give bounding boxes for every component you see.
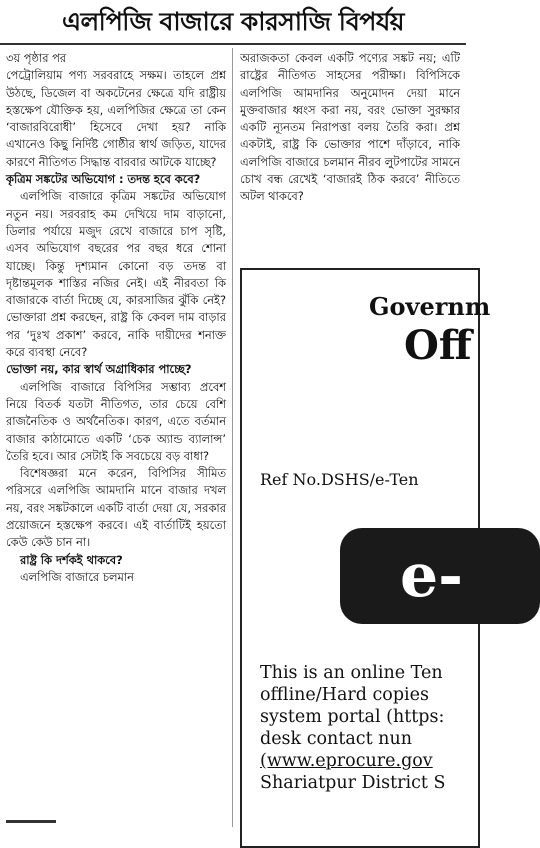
ad-line: system portal (https: [260, 707, 445, 727]
right-column [240, 50, 460, 260]
subheading: ভোক্তা নয়, কার স্বার্থ অগ্রাধিকার পাচ্ছে? [6, 362, 192, 377]
paragraph: এলপিজি বাজারে বিপিসির সম্ভাব্য প্রবেশ নিয়ে বিতর্ক যতটা নীতিগত, তার চেয়ে বেশি রাজনৈতিক ও অর্থনৈতিক। কারণ, এতে বর্তমান বাজার কাঠামোতে একটি ‘চেক অ্যান্ড ব্যালান্স’ তৈরি হবে। আর সেটাই কি সবচেয়ে বড় বাধা? [6, 379, 226, 463]
ad-body-text [260, 662, 520, 794]
headline: এলপিজি বাজারে কারসাজি বিপর্যয় [62, 7, 404, 36]
ad-reference-number: Ref No.DSHS/e-Ten [260, 470, 419, 489]
ad-office-heading: Off [404, 322, 472, 369]
footer-rule [6, 820, 56, 823]
tender-advertisement [240, 268, 491, 848]
ad-e-tender-label: e- [400, 541, 464, 611]
ad-line: Shariatpur District S [260, 773, 446, 793]
ad-line: This is an online Ten [260, 663, 443, 683]
ad-website-link[interactable]: (www.eprocure.gov [260, 751, 433, 771]
ad-line: desk contact nun [260, 729, 412, 749]
column-divider [232, 48, 233, 827]
paragraph: পেট্রোলিয়াম পণ্য সরবরাহে সক্ষম। তাহলে প্রশ্ন উঠছে, ডিজেল বা অকটেনের ক্ষেত্রে যদি রাষ্ট্রীয় হস্তক্ষেপ যৌক্তিক হয়, এলপিজির ক্ষেত্রে তা কেন ‘বাজারবিরোধী’ হিসেবে দেখা হয়? নাকি এখানেও কিছু নির্দিষ্ট গোষ্ঠীর স্বার্থ জড়িত, যাদের কারণে নীতিগত সিদ্ধান্ত বারবার আটকে যাচ্ছে? [6, 68, 226, 169]
ad-government-heading: Governm [369, 292, 491, 321]
subheading: রাষ্ট্র কি দর্শকই থাকবে? [20, 552, 123, 567]
continued-note: ৩য় পৃষ্ঠার পর [6, 51, 67, 65]
headline-rule [0, 43, 466, 45]
paragraph: এলপিজি বাজারে চলমান [20, 569, 134, 584]
left-column [6, 50, 226, 827]
paragraph: এলপিজি বাজারে কৃত্রিম সঙ্কটের অভিযোগ নতুন নয়। সরবরাহ কম দেখিয়ে দাম বাড়ানো, ডিলার পর্যায়ে মজুদ রেখে বাজারে চাপ সৃষ্টি, এসব অভিযোগ বছরের পর বছর ধরে শোনা যাচ্ছে। কিন্তু দৃশ্যমান কোনো বড় তদন্ত বা দৃষ্টান্তমূলক শাস্তির নজির নেই। এই নীরবতা কি বাজারকে বার্তা দিচ্ছে যে, কারসাজির ঝুঁকি নেই? ভোক্তারা প্রশ্ন করছেন, রাষ্ট্র কি কেবল দাম বাড়ার পর ‘দুঃখ প্রকাশ’ করবে, নাকি দায়ীদের শনাক্ত করে ব্যবস্থা নেবে? [6, 189, 226, 360]
subheading: কৃত্রিম সঙ্কটের অভিযোগ : তদন্ত হবে কবে? [6, 172, 201, 187]
ad-line: offline/Hard copies [260, 685, 429, 705]
paragraph: বিশেষজ্ঞরা মনে করেন, বিপিসির সীমিত পরিসরে এলপিজি আমদানি মানে বাজার দখল নয়, বরং সঙ্কটকালে একটি বার্তা দেয়া যে, সরকার প্রয়োজনে হস্তক্ষেপ করবে। এই বার্তাটিই হয়তো কেউ কেউ চান না। [6, 466, 226, 550]
paragraph: অরাজকতা কেবল একটি পণ্যের সঙ্কট নয়; এটি রাষ্ট্রের নীতিগত সাহসের পরীক্ষা। বিপিসিকে এলপিজি আমদানির অনুমোদন দেয়া মানে মুক্তবাজার ধ্বংস করা নয়, বরং ভোক্তা সুরক্ষার একটি ন্যূনতম নিরাপত্তা বলয় তৈরি করা। প্রশ্ন একটাই, রাষ্ট্র কি ভোক্তার পাশে দাঁড়াবে, নাকি এলপিজি বাজারে চলমান নীরব লুটপাটের সামনে চোখ বন্ধ রেখেই ‘বাজারই ঠিক করবে’ নীতিতে অটল থাকবে? [240, 51, 460, 204]
